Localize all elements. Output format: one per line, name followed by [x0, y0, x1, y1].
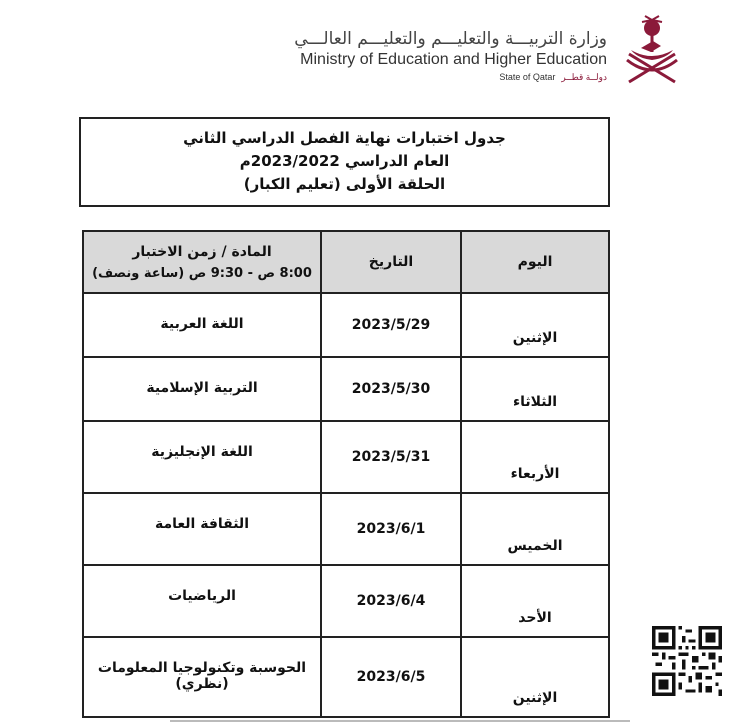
- day-cell: الإثنين: [461, 637, 609, 717]
- state-label: [499, 72, 607, 83]
- date-cell: 2023/5/31: [321, 421, 461, 493]
- day-cell: الثلاثاء: [461, 357, 609, 421]
- subject-cell: اللغة الإنجليزية: [83, 421, 321, 493]
- date-cell: 2023/6/4: [321, 565, 461, 637]
- table-row: [83, 293, 609, 357]
- qr-code-icon: [650, 626, 724, 696]
- table-row: [83, 357, 609, 421]
- date-cell: 2023/5/29: [321, 293, 461, 357]
- column-header-subject: [83, 231, 321, 293]
- table-header-row: [83, 231, 609, 293]
- table-row: [83, 637, 609, 717]
- subject-cell: الحوسبة وتكنولوجيا المعلومات (نظري): [83, 637, 321, 717]
- column-header-subject-title: المادة / زمن الاختبار: [132, 243, 272, 260]
- day-cell: الإثنين: [461, 293, 609, 357]
- ministry-name-english: Ministry of Education and Higher Education: [300, 51, 607, 68]
- column-header-date: التاريخ: [321, 231, 461, 293]
- footer-rule: [170, 720, 630, 722]
- ministry-name: [294, 28, 607, 70]
- day-cell: الخميس: [461, 493, 609, 565]
- day-cell: الأربعاء: [461, 421, 609, 493]
- document-header: [0, 14, 735, 89]
- state-label-arabic: دولــة قطــر: [561, 72, 607, 82]
- exam-schedule-table: [82, 230, 610, 718]
- qatar-emblem-icon: [617, 14, 687, 86]
- exam-title: جدول اختبارات نهاية الفصل الدراسي الثاني: [183, 129, 506, 147]
- footer-note: [170, 714, 630, 724]
- subject-cell: الثقافة العامة: [83, 493, 321, 565]
- table-row: [83, 421, 609, 493]
- date-cell: 2023/6/1: [321, 493, 461, 565]
- stage-label: الحلقة الأولى (تعليم الكبار): [243, 175, 446, 193]
- date-cell: 2023/6/5: [321, 637, 461, 717]
- subject-cell: التربية الإسلامية: [83, 357, 321, 421]
- subject-cell: اللغة العربية: [83, 293, 321, 357]
- state-label-english: State of Qatar: [499, 72, 556, 82]
- column-header-day: اليوم: [461, 231, 609, 293]
- subject-cell: الرياضيات: [83, 565, 321, 637]
- exam-time-label: 8:00 ص - 9:30 ص (ساعة ونصف): [92, 265, 312, 281]
- table-row: [83, 493, 609, 565]
- table-row: [83, 565, 609, 637]
- exam-title-box: [79, 117, 610, 207]
- day-cell: الأحد: [461, 565, 609, 637]
- ministry-name-arabic: وزارة التربيـــة والتعليـــم والتعليـــم العالـــي: [294, 29, 607, 49]
- date-cell: 2023/5/30: [321, 357, 461, 421]
- academic-year: العام الدراسي 2023/2022م: [239, 152, 450, 170]
